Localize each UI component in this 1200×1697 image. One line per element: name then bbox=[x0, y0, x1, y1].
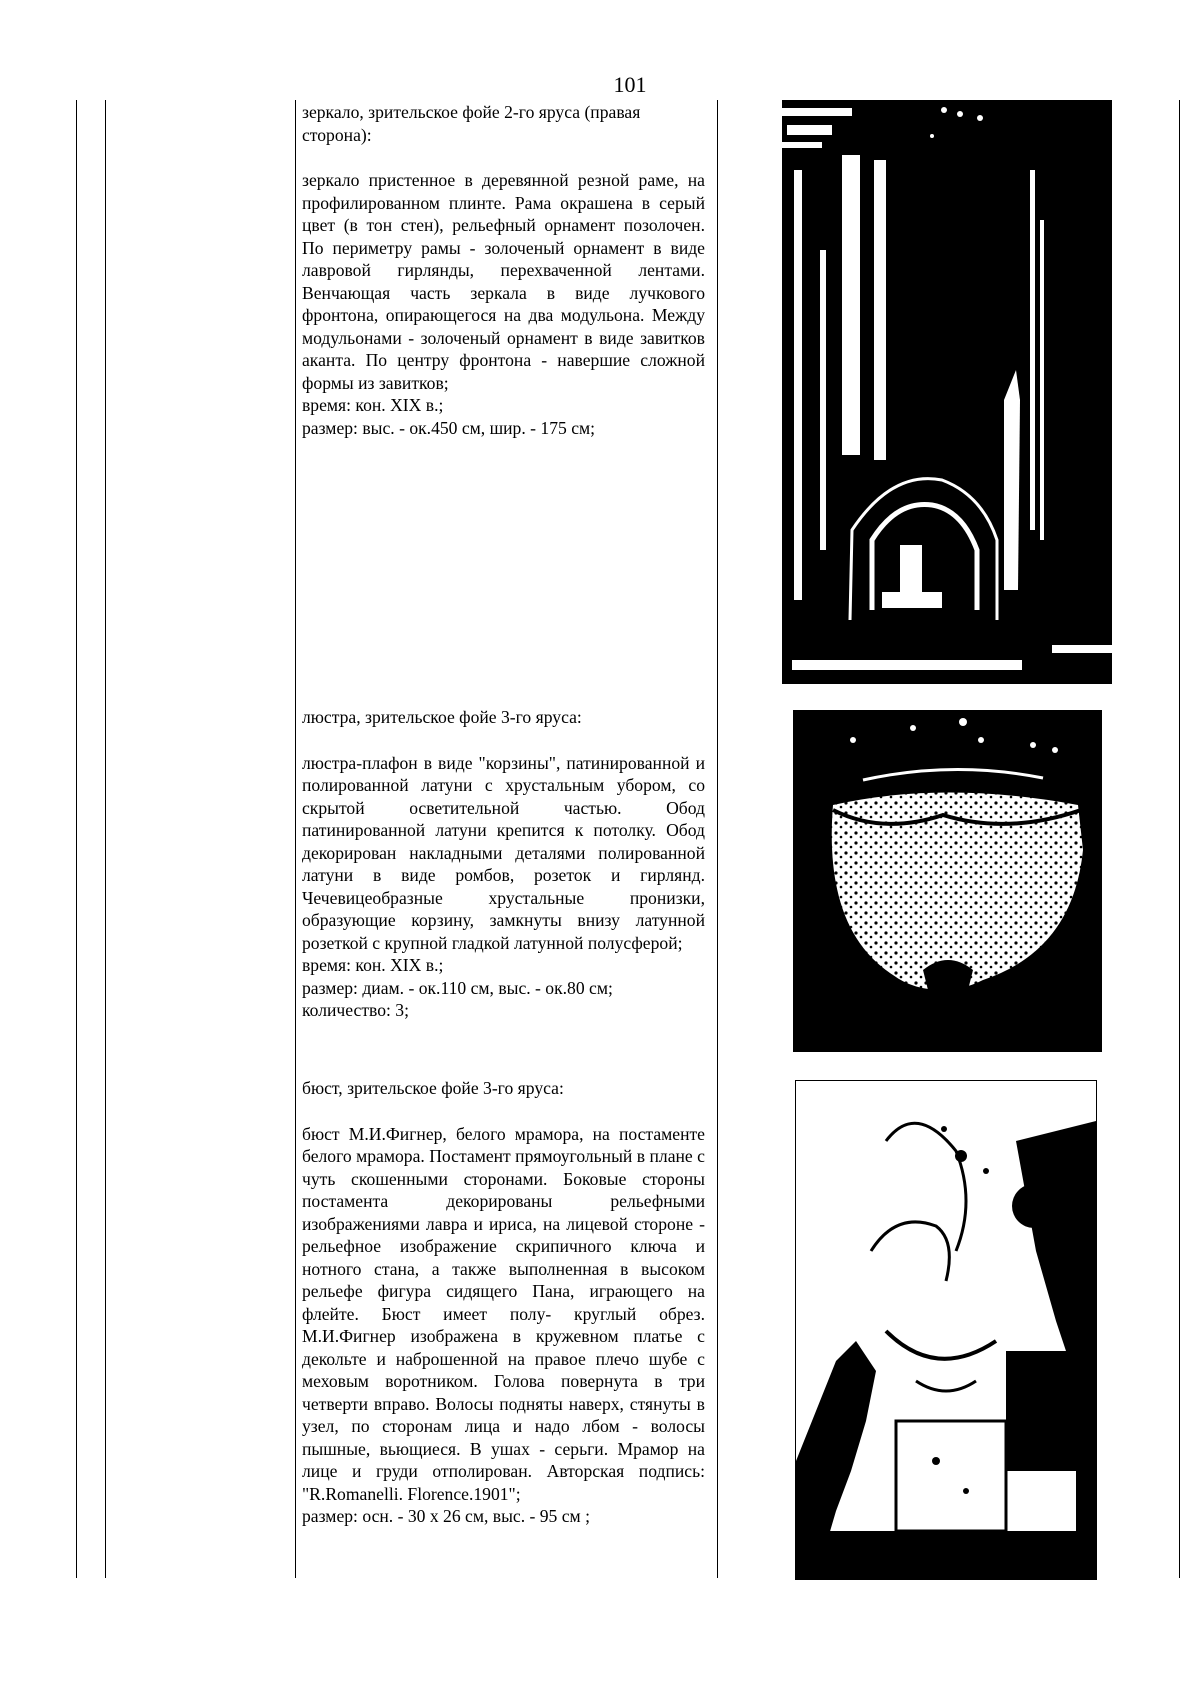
item-description: зеркало пристенное в деревянной резной раме, на профилированном плинте. Рама окрашена в серый цвет (в тон стен), рельефный орнамент позолочен. По периметру рамы - золоченый орнамент в виде лавровой гирлянды, перехваченной лентами. Венчающая часть зеркала в виде лучкового фронтона, опирающегося на два модульона. Между модульонами - золоченый орнамент в виде завитков аканта. По центру фронтона - навершие сложной формы из завитков; bbox=[302, 170, 705, 393]
table-rule-2 bbox=[105, 100, 106, 1578]
table-rule-3 bbox=[295, 100, 296, 1578]
item-time: время: кон. XIX в.; bbox=[302, 955, 444, 975]
item-quantity: количество: 3; bbox=[302, 1000, 409, 1020]
item-mirror bbox=[302, 101, 705, 439]
table-rule-5 bbox=[1179, 100, 1180, 1578]
bust-photo-image bbox=[796, 1081, 1096, 1579]
item-size: размер: осн. - 30 х 26 см, выс. - 95 см ; bbox=[302, 1506, 590, 1526]
table-rule-4 bbox=[717, 100, 718, 1578]
item-size: размер: диам. - ок.110 см, выс. - ок.80 см; bbox=[302, 977, 613, 998]
item-bust bbox=[302, 1077, 705, 1528]
item-size: размер: выс. - ок.450 см, шир. - 175 см; bbox=[302, 417, 596, 438]
item-description: люстра-плафон в виде "корзины", патинированной и полированной латуни с хрустальным убором, со скрытой осветительной частью. Обод патинированной латуни крепится к потолку. Обод декорирован накладными деталями полированной латуни в виде ромбов, розеток и гирлянд. Чечевицеобразные хрустальные пронизки, образующие корзину, замкнуты внизу латунной розеткой с крупной гладкой латунной полусферой; bbox=[302, 752, 705, 953]
mirror-photo bbox=[782, 100, 1112, 684]
page-number: 101 bbox=[613, 72, 647, 97]
chandelier-photo bbox=[793, 710, 1102, 1052]
chandelier-photo-image bbox=[793, 710, 1102, 1052]
item-time: время: кон. XIX в.; bbox=[302, 395, 444, 415]
item-heading: зеркало, зрительское фойе 2-го яруса (правая сторона): bbox=[302, 102, 641, 145]
item-heading: бюст, зрительское фойе 3-го яруса: bbox=[302, 1078, 564, 1098]
bust-photo bbox=[795, 1080, 1097, 1580]
item-heading: люстра, зрительское фойе 3-го яруса: bbox=[302, 707, 582, 727]
table-rule-1 bbox=[76, 100, 77, 1578]
item-description: бюст М.И.Фигнер, белого мрамора, на постаменте белого мрамора. Постамент прямоугольный в плане с чуть скошенными сторонами. Боковые стороны постамента декорированы рельефными изображениями лавра и ириса, на лицевой стороне - рельефное изображение скрипичного ключа и нотного стана, а также выполненная в высоком рельефе фигура сидящего Пана, играющего на флейте. Бюст имеет полу- круглый обрез. М.И.Фигнер изображена в кружевном платье с декольте и наброшенной на правое плечо шубе с меховым воротником. Голова повернута в три четверти вправо. Волосы подняты наверх, стянуты в узел, по сторонам лица и надо лбом - волосы пышные, вьющиеся. В ушах - серьги. Мрамор на лице и груди отполирован. Авторская подпись: "R.Romanelli. Florence.1901"; bbox=[302, 1123, 705, 1504]
item-chandelier bbox=[302, 706, 705, 1022]
mirror-photo-image bbox=[782, 100, 1112, 684]
